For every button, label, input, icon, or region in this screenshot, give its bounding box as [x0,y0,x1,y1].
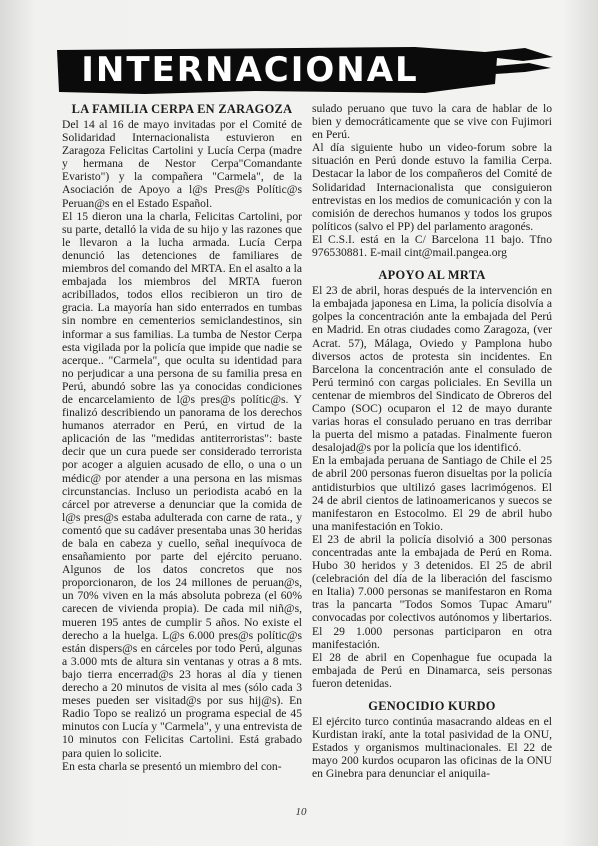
section-header-banner [55,44,555,96]
section-title: INTERNACIONAL [81,50,419,90]
article-paragraph: El 28 de abril en Copenhague fue ocupada la embajada de Perú en Dinamarca, seis personas fueron detenidas. [312,650,552,690]
article-paragraph: El 23 de abril la policía disolvió a 300 personas concentradas ante la embajada de Perú en Roma. Hubo 30 heridos y 3 detenidos. El 25 de abril (celebración del día de la liberación del fascismo en Italia) 7.000 personas se manifestaron en Roma tras la pancarta "Todos Somos Tupac Amaru" convocadas por colectivos autónomos y libertarios. El 29 1.000 personas participaron en otra manifestación. [312,532,552,651]
article-paragraph: El 15 dieron una la charla, Felicitas Cartolini, por su parte, detalló la vida de su hijo y las razones que le llevaron a la lucha armada. Lucía Cerpa denunció las detenciones de familiares de miembros del comando del MRTA. En el asalto a la embajada los miembros del MRTA fueron acribillados, todos ellos recibieron un tiro de gracia. La mayoría han sido enterrados en tumbas sin nombre en cementerios semiclandestinos, sin informar a sus familias. La tumba de Nestor Cerpa esta vigilada por la policía que impide que nadie se acerque.. "Carmela", que oculta su identidad para no perjudicar a una persona de su familia presa en Perú, abundó sobre las ya conocidas condiciones de encarcelamiento de l@s pres@s polític@s. Y finalizó describiendo un panorama de los derechos humanos aterrador en Perú, en virtud de la aplicación de las "medidas antiterroristas": baste decir que un cura puede ser considerado terrorista por acoger a alguien acusado de ello, o una o un médic@ por atender a una persona en las mismas circunstancias. Incluso un periodista acabó en la cárcel por atreverse a denunciar que la comida de l@s pres@s estaba adulterada con carne de rata., y comentó que su cadáver presentaba unas 30 heridas de bala en cabeza y cuello, señal inequívoca de ensañamiento por parte del ejército peruano. Algunos de los datos concretos que nos proporcionaron, de los 24 millones de peruan@s, un 70% viven en la más absoluta pobreza (el 60% carecen de vivienda propia). De cada mil niñ@s, mueren 195 antes de cumplir 5 años. No existe el derecho a la huelga. L@s 6.000 pres@s polític@s están dispers@s en cárceles por todo Perú, algunas a 3.000 mts de altura sin ventanas y otras a 8 mts. bajo tierra encerrad@s 23 horas al día y tienen derecho a 20 minutos de visita al mes (sólo cada 3 meses pueden ser visitad@s por sus hij@s). En Radio Topo se realizó un programa especial de 45 minutos con Lucía y "Carmela", y una entrevista de 10 minutos con Felicitas Cartolini. Está grabado para quien lo solicite. [62,209,302,760]
article-heading-genocidio-kurdo: GENOCIDIO KURDO [368,699,496,714]
article-paragraph: sulado peruano que tuvo la cara de hablar de lo bien y democráticamente que se vive con Fujimori en Perú. [312,102,552,142]
left-column [62,102,302,773]
article-heading-familia-cerpa: LA FAMILIA CERPA EN ZARAGOZA [71,102,293,116]
article-paragraph: Al día siguiente hubo un video-forum sobre la situación en Perú donde estuvo la familia Cerpa. Destacar la labor de los compañeros del Comité de Solidaridad Internacionalista que consiguieron entrevistas en los medios de comunicación y con la comisión de derechos humanos y todos los grupos políticos (salvo el PP) del parlamento aragonés. [312,141,552,233]
article-paragraph: El 23 de abril, horas después de la intervención en la embajada japonesa en Lima, la policía disolvía a golpes la concentración ante la embajada del Perú en Madrid. En otras ciudades como Zaragoza, (ver Acrat. 57), Málaga, Oviedo y Pamplona hubo diversos actos de protesta sin incidentes. En Barcelona la concentración ante el consulado de Perú terminó con cargas policiales. En Sevilla un centenar de miembros del Sindicato de Obreros del Campo (SOC) ocuparon el 12 de mayo durante varias horas el consulado peruano en tras derribar la puerta del mismo a patadas. Finalmente fueron desalojad@s por la policía que los identificó. [312,284,552,455]
article-paragraph: En la embajada peruana de Santiago de Chile el 25 de abril 200 personas fueron disueltas por la policía antidisturbios que ultilizó gases lacrimógenos. El 24 de abril cientos de latinoamericanos y suecos se manifestaron en Estocolmo. El 29 de abril hubo una manifestación en Tokio. [312,454,552,533]
article-paragraph: El C.S.I. está en la C/ Barcelona 11 bajo. Tfno 976530881. E-mail cint@mail.pangea.org [312,232,552,260]
article-paragraph: Del 14 al 16 de mayo invitadas por el Comité de Solidaridad Internacionalista estuvieron en Zaragoza Felicitas Cartolini y Lucía Cerpa (madre y hermana de Nestor Cerpa"Comandante Evaristo") y la compañera "Carmela", de la Asociación de Apoyo a l@s Pres@s Polític@s Peruan@s en el Estado Español. [62,118,302,210]
article-paragraph: En esta charla se presentó un miembro del con- [62,759,282,773]
right-column [312,102,552,781]
page-number: 10 [295,806,307,818]
article-heading-apoyo-mrta: APOYO AL MRTA [378,268,486,283]
article-paragraph: El ejército turco continúa masacrando aldeas en el Kurdistan irakí, ante la total pasividad de la ONU, Estados y organismos multinacionales. El 22 de mayo 200 kurdos ocuparon las oficinas de la ONU en Ginebra para denunciar el aniquila- [312,715,552,781]
